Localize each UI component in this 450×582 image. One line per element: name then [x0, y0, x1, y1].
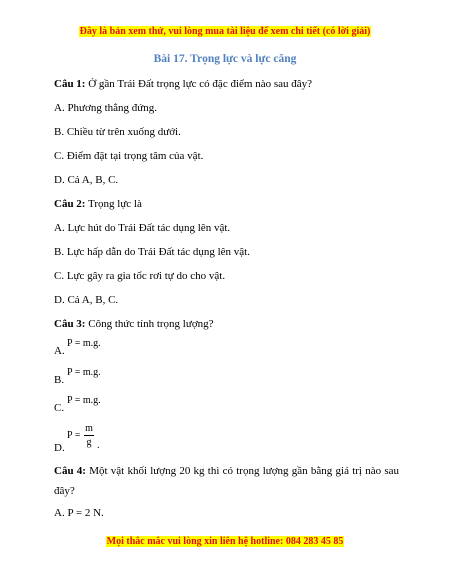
question-1-label: Câu 1: — [54, 78, 86, 90]
question-3-option-d-fraction — [84, 423, 94, 448]
question-4 — [54, 461, 399, 501]
question-2 — [54, 198, 142, 211]
question-1 — [54, 78, 312, 91]
question-3-label: Câu 3: — [54, 318, 86, 330]
question-1-text: Ở gần Trái Đất trọng lực có đặc điểm nào sau đây? — [85, 78, 312, 90]
question-3-option-d-suffix: . — [97, 440, 100, 451]
question-3-option-d-lhs: P = — [67, 430, 81, 441]
question-3-option-d-letter: D. — [54, 442, 65, 454]
question-4-text: Một vật khối lượng 20 kg thì có trọng lượng gần bằng giá trị nào sau đây? — [54, 465, 399, 497]
fraction-bar — [84, 435, 94, 436]
question-2-option-d: D. Cả A, B, C. — [54, 294, 119, 306]
question-4-label: Câu 4: — [54, 465, 86, 477]
question-1-option-b: B. Chiều từ trên xuống dưới. — [54, 126, 181, 138]
preview-notice-banner — [0, 26, 450, 37]
question-2-text: Trọng lực là — [85, 198, 142, 210]
question-3-option-a-letter: A. — [54, 345, 65, 357]
preview-notice-text: Đây là bản xem thử, vui lòng mua tài liệu để xem chi tiết (có lời giải) — [79, 26, 371, 37]
hotline-text: Mọi thắc mắc vui lòng xin liên hệ hotline: 084 283 45 85 — [106, 536, 344, 547]
question-1-option-c: C. Điểm đặt tại trọng tâm của vật. — [54, 150, 204, 162]
fraction-numerator: m — [85, 423, 93, 434]
question-3-option-a-formula: P = m.g. — [67, 338, 101, 349]
question-3-option-c-formula: P = m.g. — [67, 395, 101, 406]
fraction-denominator: g — [86, 437, 92, 448]
question-2-option-b: B. Lực hấp dẫn do Trái Đất tác dụng lên vật. — [54, 246, 250, 258]
question-1-option-a: A. Phương thẳng đứng. — [54, 102, 157, 114]
hotline-banner — [0, 536, 450, 547]
question-1-option-d: D. Cả A, B, C. — [54, 174, 119, 186]
question-3-text: Công thức tính trọng lượng? — [85, 318, 214, 330]
question-3-option-c-letter: C. — [54, 402, 65, 414]
lesson-title: Bài 17. Trọng lực và lực căng — [153, 53, 297, 65]
question-2-option-c: C. Lực gây ra gia tốc rơi tự do cho vật. — [54, 270, 226, 282]
question-3 — [54, 318, 214, 331]
question-2-option-a: A. Lực hút do Trái Đất tác dụng lên vật. — [54, 222, 231, 234]
question-2-label: Câu 2: — [54, 198, 86, 210]
question-3-option-b-letter: B. — [54, 374, 65, 386]
question-4-option-a: A. P = 2 N. — [54, 507, 104, 519]
question-3-option-b-formula: P = m.g. — [67, 367, 101, 378]
